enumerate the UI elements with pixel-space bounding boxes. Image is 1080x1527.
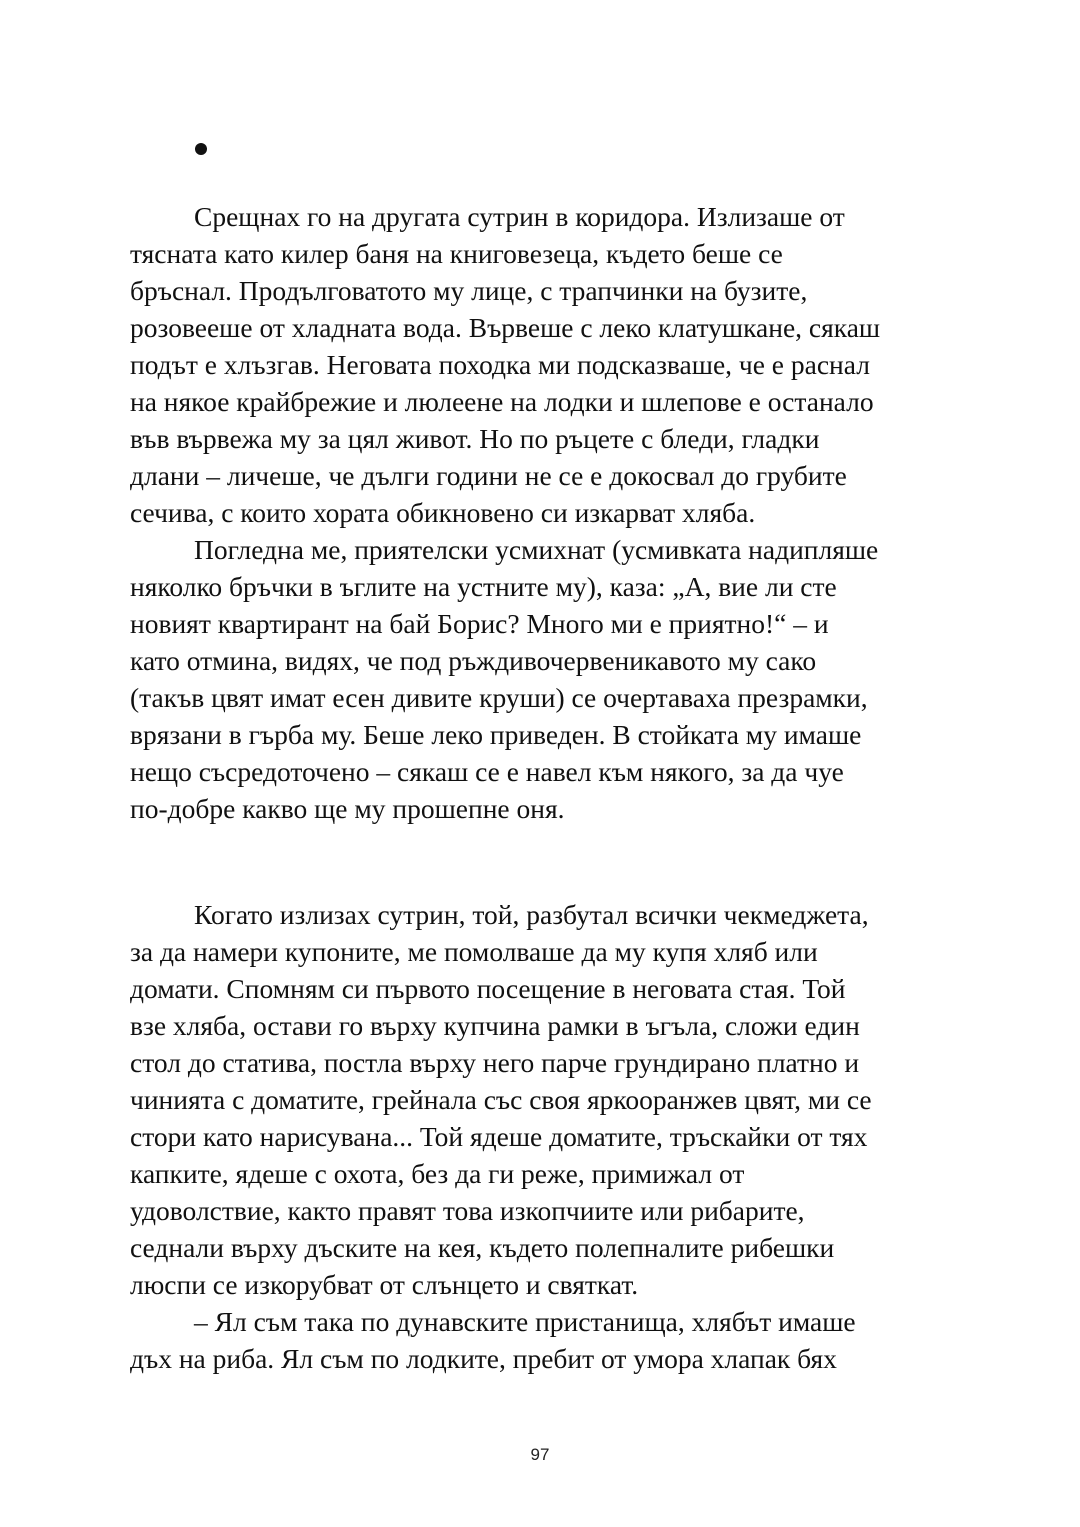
paragraph-line: стори като нарисувана... Той ядеше доматите, тръскайки от тях (130, 1121, 868, 1152)
paragraph-line: чинията с доматите, грейнала със своя яркооранжев цвят, ми се (130, 1084, 872, 1115)
paragraph-line: – Ял съм така по дунавските пристанища, хлябът имаше (194, 1306, 856, 1337)
page-number: 97 (530, 1445, 550, 1464)
paragraph-line: няколко бръчки в ъглите на устните му), каза: „А, вие ли сте (130, 571, 837, 602)
paragraph-line: домати. Спомням си първото посещение в неговата стая. Той (130, 973, 846, 1004)
paragraph-line: люспи се изкорубват от слънцето и святкат. (130, 1269, 639, 1300)
paragraph-line: розовееше от хладната вода. Вървеше с леко клатушкане, сякаш (130, 312, 881, 343)
paragraph-line: сечива, с които хората обикновено си изкарват хляба. (130, 497, 756, 528)
paragraph-line: Срещнах го на другата сутрин в коридора. Излизаше от (194, 201, 845, 232)
bullet-point-icon (195, 143, 207, 155)
paragraph-line: капките, ядеше с охота, без да ги реже, примижал от (130, 1158, 745, 1189)
paragraph-line: седнали върху дъските на кея, където полепналите рибешки (130, 1232, 835, 1263)
section-2 (130, 896, 970, 1377)
paragraph-line: взе хляба, остави го върху купчина рамки в ъгъла, сложи един (130, 1010, 860, 1041)
paragraph-line: бръснал. Продълговатото му лице, с трапчинки на бузите, (130, 275, 808, 306)
paragraph-line: тясната като килер баня на книговезеца, където беше се (130, 238, 783, 269)
paragraph-line: Когато излизах сутрин, той, разбутал всички чекмеджета, (194, 899, 869, 930)
paragraph-line: дъх на риба. Ял съм по лодките, пребит от умора хлапак бях (130, 1343, 837, 1374)
paragraph-line: стол до статива, постла върху него парче грундирано платно и (130, 1047, 860, 1078)
section-1 (130, 198, 970, 827)
paragraph-line: във вървежа му за цял живот. Но по ръцете с бледи, гладки (130, 423, 820, 454)
paragraph-line: подът е хлъзгав. Неговата походка ми подсказваше, че е раснал (130, 349, 870, 380)
paragraph-line: като отмина, видях, че под ръждивочервеникавото му сако (130, 645, 817, 676)
paragraph-line: по-добре какво ще му прошепне оня. (130, 793, 565, 824)
paragraph-line: новият квартирант на бай Борис? Много ми е приятно!“ – и (130, 608, 829, 639)
paragraph-line: удоволствие, както правят това изкопчиите или рибарите, (130, 1195, 805, 1226)
paragraph-line: длани – личеше, че дълги години не се е докосвал до грубите (130, 460, 847, 491)
paragraph-line: за да намери купоните, ме помолваше да му купя хляб или (130, 936, 818, 967)
paragraph-line: нещо съсредоточено – сякаш се е навел към някого, за да чуе (130, 756, 844, 787)
paragraph-line: (такъв цвят имат есен дивите круши) се очертаваха презрамки, (130, 682, 868, 713)
paragraph-line: Погледна ме, приятелски усмихнат (усмивката надипляше (194, 534, 879, 565)
paragraph-line: на някое крайбрежие и люлеене на лодки и шлепове е останало (130, 386, 874, 417)
paragraph-line: врязани в гърба му. Беше леко приведен. В стойката му имаше (130, 719, 862, 750)
